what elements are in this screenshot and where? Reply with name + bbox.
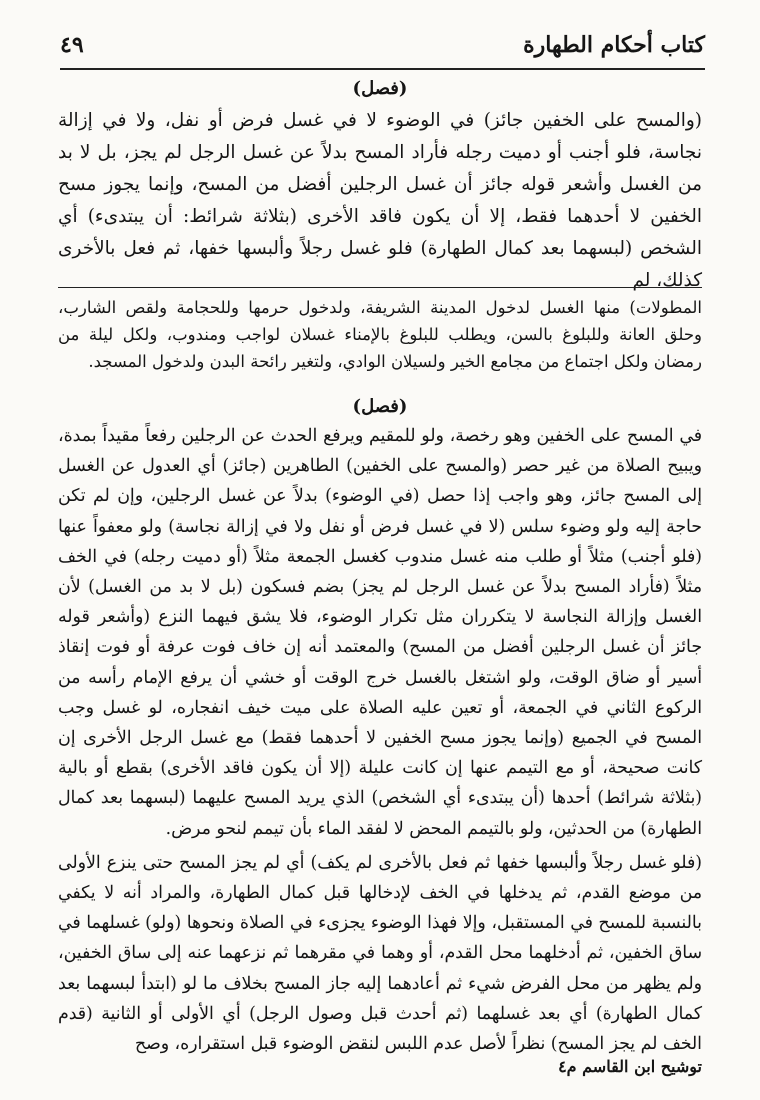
- footnote-section: [58, 294, 702, 375]
- sharh-section-title: (فصل): [352, 396, 408, 417]
- footnote-text: المطولات) منها الغسل لدخول المدينة الشريفة، ولدخول حرمها وللحجامة ولقص الشارب، وحلق العانة وللبلوغ بالسن، ويطلب للبلوغ بالإمناء غسلان لواجب ومندوب، ولكل ليلة من رمضان ولكل اجتماع من مجامع الخير ولسيلان الوادي، ولتغير رائحة البدن ولدخول المسجد.: [58, 298, 702, 371]
- matn-section-title: (فصل): [352, 78, 408, 99]
- matn-text: (والمسح على الخفين جائز) في الوضوء لا في غسل فرض أو نفل، ولا في إزالة نجاسة، فلو أجنب أو دميت رجله فأراد المسح بدلاً عن غسل الرجل لم يجز، بل لا بد من الغسل وأشعر قوله جائز أن غسل الرجلين أفضل من المسح، وإنما يجوز مسح الخفين لا أحدهما فقط، إلا أن يكون فاقد الأخرى (بثلاثة شرائط: أن يبتدىء) أي الشخص (لبسهما بعد كمال الطهارة) فلو غسل رجلاً وألبسها خفها، ثم فعل بالأخرى كذلك، لم: [58, 110, 702, 291]
- sharh-section: [58, 396, 702, 1059]
- footnote-divider: [58, 287, 702, 288]
- running-header: [60, 28, 705, 70]
- book-title: كتاب أحكام الطهارة: [523, 32, 705, 58]
- sharh-paragraph: (فلو غسل رجلاً وألبسها خفها ثم فعل بالأخرى لم يكف) أي لم يجز المسح حتى ينزع الأولى من موضع القدم، ثم يدخلها في الخف لإدخالها قبل كمال الطهارة، والمراد أنه لا يكفي بالنسبة للمسح في المستقبل، وإلا فهذا الوضوء يجزىء في الصلاة ونحوها (ولو) غسلهما في ساق الخفين، ثم أدخلهما محل القدم، أو وهما في مقرهما ثم نزعهما عنه إلى ساق الخفين، ولم يظهر من محل الفرض شيء ثم أعادهما إليه جاز المسح بخلاف ما لو (ابتدأ لبسهما بعد كمال الطهارة) أي بعد غسلهما (ثم أحدث قبل وصول الرجل) أي الأولى أو الثانية (قدم الخف لم يجز المسح) نظراً لأصل عدم اللبس لنقض الوضوء قبل استقراره، وصح: [58, 852, 702, 1055]
- footer-signature: توشيح ابن القاسم م٤: [558, 1057, 702, 1076]
- page-number: ٤٩: [60, 32, 84, 58]
- matn-section: [58, 78, 702, 297]
- sharh-paragraph: في المسح على الخفين وهو رخصة، ولو للمقيم ويرفع الحدث عن الرجلين رفعاً مقيداً بمدة، ويبيح الصلاة من غير حصر (والمسح على الخفين) الطاهرين (جائز) أي العدول عن الغسل إلى المسح جائز، وهو واجب إذا حصل (في الوضوء) بدلاً عن غسل الرجلين، وإن لم تكن حاجة إليه ولو وضوء سلس (لا في غسل فرض أو نفل ولا في إزالة نجاسة) ولو معفواً عنها (فلو أجنب) مثلاً أو طلب منه غسل مندوب كغسل الجمعة مثلاً (أو دميت رجله) في الخف مثلاً (فأراد المسح بدلاً عن غسل الرجل لم يجز) بضم فسكون (بل لا بد من الغسل) لأن الغسل وإزالة النجاسة لا يتكرران مثل تكرار الوضوء، فلا يشق فيهما النزع (وأشعر قوله جائز أن غسل الرجلين أفضل من المسح) والمعتمد أنه إن خاف فوت عرفة أو فوت إنقاذ أسير أو ضاق الوقت، ولو اشتغل بالغسل خرج الوقت أو خشي أن يرفع الإمام رأسه من الركوع الثاني في الجمعة، أو تعين عليه الصلاة على ميت خيف انفجاره، لو غسل وجب المسح في الجميع (وإنما يجوز مسح الخفين لا أحدهما فقط) مع غسل الرجل الأخرى إن كانت صحيحة، أو مع التيمم عنها إن كانت عليلة (إلا أن يكون فاقد الأخرى) بقطع أو بالية (بثلاثة شرائط) أحدها (أن يبتدىء أي الشخص) الذي يريد المسح عليهما (لبسهما بعد كمال الطهارة) من الحدثين، ولو بالتيمم المحض لا لفقد الماء بأن تيمم لنحو مرض.: [58, 426, 702, 839]
